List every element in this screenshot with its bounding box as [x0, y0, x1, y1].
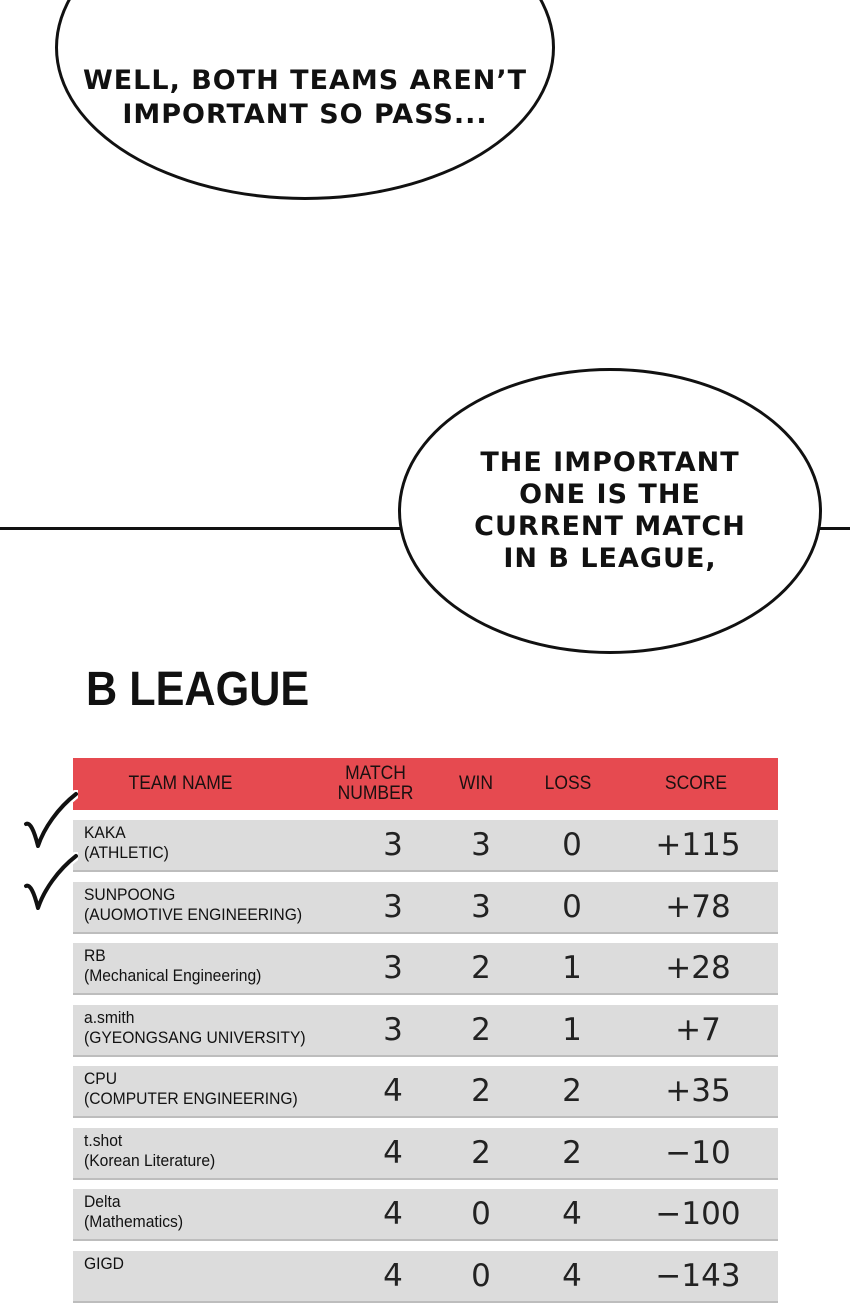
team-name-cell: KAKA (ATHLETIC)	[84, 823, 169, 862]
header-team-name: TEAM NAME	[128, 773, 233, 794]
win-cell: 0	[471, 1196, 491, 1232]
table-row	[73, 1066, 778, 1118]
team-name-cell: t.shot (Korean Literature)	[84, 1130, 216, 1170]
loss-cell: 0	[562, 827, 582, 863]
team-name-cell: SUNPOONG (AUOMOTIVE ENGINEERING)	[84, 884, 303, 924]
header-win: WIN	[459, 773, 493, 794]
league-title: B LEAGUE	[86, 663, 310, 716]
win-cell: 2	[471, 1011, 491, 1048]
speech-bubble-text: WELL, BOTH TEAMS AREN’T IMPORTANT SO PASS...	[82, 64, 528, 130]
score-cell: +78	[665, 888, 731, 925]
match-number-cell: 3	[383, 888, 403, 925]
match-number-cell: 4	[383, 1073, 403, 1109]
win-cell: 3	[471, 888, 491, 925]
loss-cell: 4	[562, 1196, 582, 1232]
team-name-cell: Delta (Mathematics)	[84, 1192, 184, 1231]
match-number-cell: 4	[383, 1134, 403, 1171]
loss-cell: 1	[562, 950, 582, 986]
team-name-cell: RB (Mechanical Engineering)	[84, 946, 262, 985]
header-score: SCORE	[664, 773, 728, 794]
loss-cell: 2	[562, 1134, 582, 1171]
table-row	[73, 943, 778, 995]
table-header	[73, 758, 778, 810]
header-match-number: MATCH NUMBER	[337, 763, 414, 804]
loss-cell: 1	[562, 1011, 582, 1048]
match-number-cell: 3	[383, 1011, 403, 1048]
win-cell: 3	[471, 827, 491, 863]
score-cell: −100	[655, 1196, 741, 1232]
loss-cell: 0	[562, 888, 582, 925]
team-name-cell: a.smith (GYEONGSANG UNIVERSITY)	[84, 1007, 306, 1047]
win-cell: 2	[471, 1073, 491, 1109]
win-cell: 2	[471, 1134, 491, 1171]
header-loss: LOSS	[544, 773, 592, 794]
panel-divider	[818, 527, 850, 530]
loss-cell: 4	[562, 1257, 582, 1294]
team-name-cell: GIGD	[84, 1253, 124, 1273]
table-row	[73, 1005, 778, 1057]
panel-divider	[0, 527, 402, 530]
match-number-cell: 3	[383, 950, 403, 986]
speech-bubble-text: THE IMPORTANT ONE IS THE CURRENT MATCH IN B LEAGUE,	[474, 447, 746, 574]
team-name-cell: CPU (COMPUTER ENGINEERING)	[84, 1069, 298, 1108]
speech-bubble-top	[55, 0, 555, 200]
table-row	[73, 820, 778, 872]
loss-cell: 2	[562, 1073, 582, 1109]
score-cell: −143	[655, 1257, 741, 1294]
win-cell: 2	[471, 950, 491, 986]
match-number-cell: 4	[383, 1196, 403, 1232]
score-cell: +35	[665, 1073, 731, 1109]
table-row	[73, 1251, 778, 1303]
score-cell: +7	[675, 1011, 721, 1048]
checkmark-icon	[22, 852, 78, 914]
match-number-cell: 3	[383, 827, 403, 863]
match-number-cell: 4	[383, 1257, 403, 1294]
win-cell: 0	[471, 1257, 491, 1294]
table-row	[73, 882, 778, 934]
score-cell: +115	[655, 827, 741, 863]
table-row	[73, 1189, 778, 1241]
speech-bubble-middle	[398, 368, 822, 654]
checkmark-icon	[22, 790, 78, 852]
score-cell: −10	[665, 1134, 731, 1171]
score-cell: +28	[665, 950, 731, 986]
table-row	[73, 1128, 778, 1180]
